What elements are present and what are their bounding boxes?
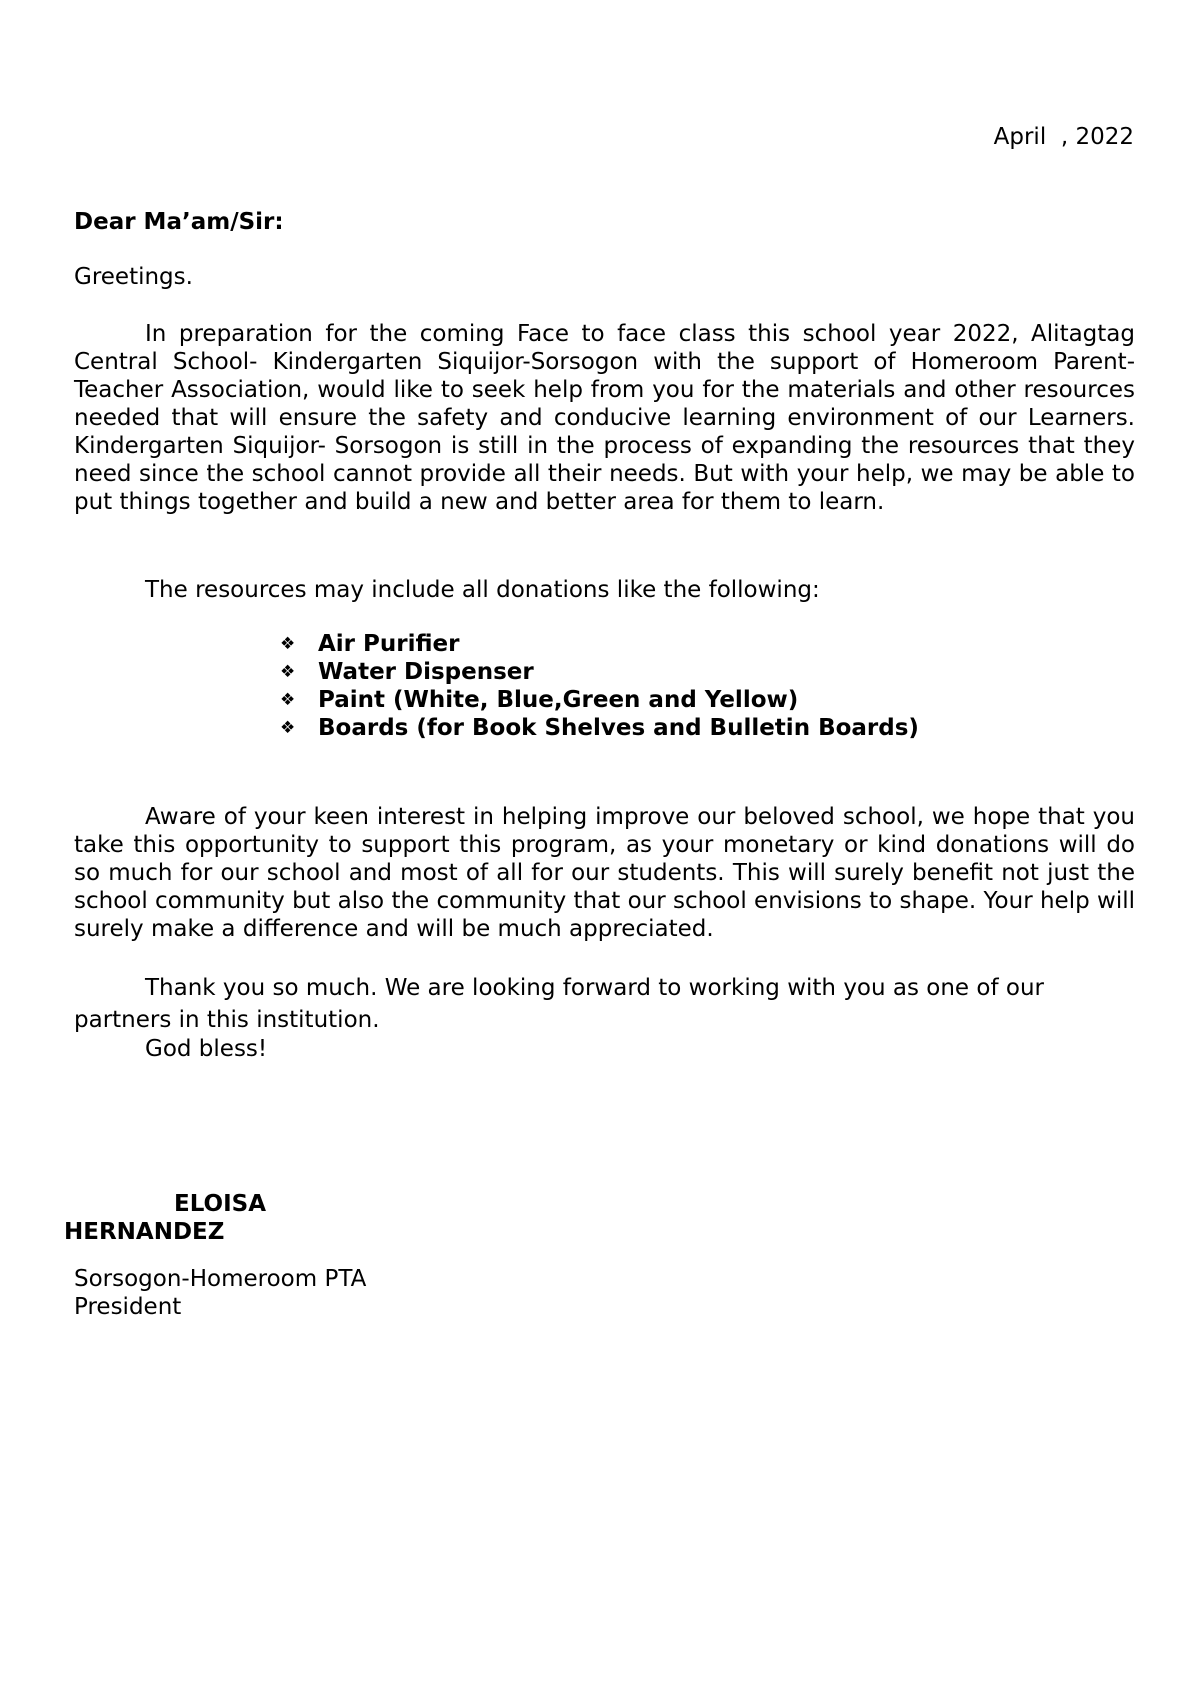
- closing: God bless!: [145, 1036, 268, 1062]
- diamond-bullet-icon: ❖: [280, 634, 296, 654]
- diamond-bullet-icon: ❖: [280, 718, 296, 738]
- letter-date: April , 2022: [993, 124, 1134, 150]
- list-item: [280, 658, 919, 686]
- salutation: Dear Ma’am/Sir:: [74, 209, 284, 235]
- thanks-paragraph: Thank you so much. We are looking forward to working with you as one of our partners in this institution.: [74, 975, 1044, 1033]
- intro-paragraph: In preparation for the coming Face to face class this school year 2022, Alitagtag Central School- Kindergarten Siquijor-Sorsogon with the support of Homeroom Parent-Teacher Association, would like to seek help from you for the materials and other resources needed that will ensure the safety and conducive learning environment of our Learners. Kindergarten Siquijor- Sorsogon is still in the process of expanding the resources that they need since the school cannot provide all their needs. But with your help, we may be able to put things together and build a new and better area for them to learn.: [74, 321, 1135, 515]
- list-item: [280, 686, 919, 714]
- diamond-bullet-icon: ❖: [280, 690, 296, 710]
- signer-title: President: [74, 1294, 182, 1320]
- signer-last-name: HERNANDEZ: [64, 1219, 225, 1245]
- greeting: Greetings.: [74, 264, 193, 290]
- donation-item-label: Water Dispenser: [318, 659, 534, 685]
- donation-item-label: Boards (for Book Shelves and Bulletin Boards): [318, 715, 919, 741]
- appeal-paragraph: Aware of your keen interest in helping improve our beloved school, we hope that you take this opportunity to support this program, as your monetary or kind donations will do so much for our school and most of all for our students. This will surely benefit not just the school community but also the community that our school envisions to shape. Your help will surely make a difference and will be much appreciated.: [74, 804, 1135, 942]
- diamond-bullet-icon: ❖: [280, 662, 296, 682]
- donation-item-label: Paint (White, Blue,Green and Yellow): [318, 687, 799, 713]
- resources-intro: The resources may include all donations like the following:: [145, 577, 820, 603]
- list-item: [280, 630, 919, 658]
- signer-first-name: ELOISA: [174, 1191, 267, 1217]
- signer-organization: Sorsogon-Homeroom PTA: [74, 1266, 367, 1292]
- donation-item-label: Air Purifier: [318, 631, 460, 657]
- list-item: [280, 714, 919, 742]
- donation-list: [280, 630, 919, 742]
